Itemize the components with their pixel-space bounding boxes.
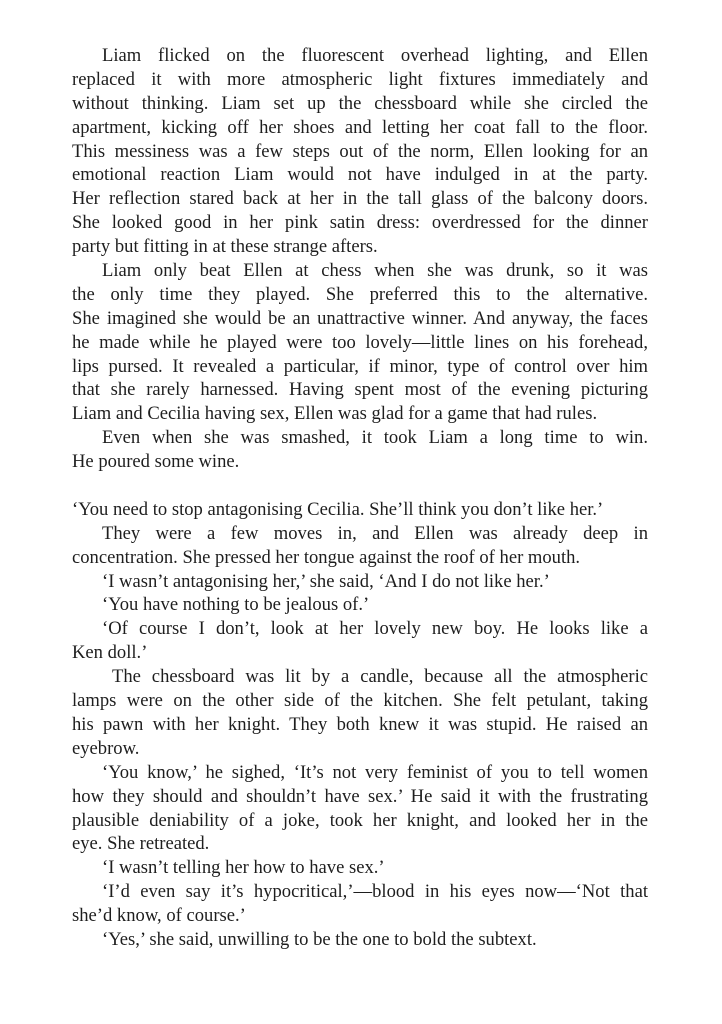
text-line: ‘You need to stop antagonising Cecilia. She’ll think you don’t like her.’: [72, 498, 604, 520]
paragraph-4: [72, 498, 648, 522]
text-line: This messiness was a few steps out of the norm, Ellen looking for an: [72, 140, 648, 162]
text-line: Liam flicked on the fluorescent overhead lighting, and Ellen: [102, 45, 648, 66]
text-line: how they should and shouldn’t have sex.’ He said it with the frustrating: [72, 785, 648, 807]
text-line: eyebrow.: [72, 737, 140, 759]
text-line: lips pursed. It revealed a particular, if minor, type of control over him: [72, 355, 648, 377]
paragraph-2: [72, 259, 648, 426]
paragraph-9: [72, 665, 648, 761]
text-line: concentration. She pressed her tongue against the roof of her mouth.: [72, 546, 581, 568]
text-line: He poured some wine.: [72, 451, 240, 473]
text-line: the only time they played. She preferred this to the alternative.: [72, 283, 648, 305]
text-line: his pawn with her knight. They both knew it was stupid. He raised an: [72, 713, 648, 735]
text-line: lamps were on the other side of the kitchen. She felt petulant, taking: [72, 690, 648, 712]
paragraph-5: [72, 522, 648, 570]
paragraph-1: [72, 44, 648, 259]
text-line: The chessboard was lit by a candle, because all the atmospheric: [112, 666, 648, 688]
text-line: Even when she was smashed, it took Liam a long time to win.: [102, 427, 648, 449]
paragraph-11: [72, 856, 648, 880]
text-line: Ken doll.’: [72, 642, 148, 664]
text-line: party but fitting in at these strange afters.: [72, 236, 378, 258]
paragraph-10: [72, 761, 648, 857]
text-line: They were a few moves in, and Ellen was already deep in: [102, 522, 648, 544]
text-line: emotional reaction Liam would not have indulged in at the party.: [72, 164, 648, 186]
text-line: that she rarely harnessed. Having spent most of the evening picturing: [72, 379, 648, 401]
paragraph-3: [72, 426, 648, 474]
text-line: ‘You know,’ he sighed, ‘It’s not very feminist of you to tell women: [102, 761, 648, 783]
text-line: she’d know, of course.’: [72, 905, 246, 927]
text-line: She looked good in her pink satin dress: overdressed for the dinner: [72, 212, 648, 234]
text-line: ‘I’d even say it’s hypocritical,’—blood in his eyes now—‘Not that: [102, 881, 648, 903]
text-line: replaced it with more atmospheric light fixtures immediately and: [72, 68, 648, 90]
text-line: apartment, kicking off her shoes and letting her coat fall to the floor.: [72, 116, 648, 138]
text-line: She imagined she would be an unattractive winner. And anyway, the faces: [72, 307, 648, 329]
paragraph-6: [72, 570, 648, 594]
text-line: ‘I wasn’t antagonising her,’ she said, ‘And I do not like her.’: [102, 570, 550, 592]
section-break: [72, 474, 648, 498]
text-line: Her reflection stared back at her in the tall glass of the balcony doors.: [72, 188, 648, 210]
text-line: ‘You have nothing to be jealous of.’: [102, 594, 370, 616]
text-line: eye. She retreated.: [72, 833, 210, 855]
paragraph-8: [72, 617, 648, 665]
text-line: plausible deniability of a joke, took her knight, and looked her in the: [72, 809, 648, 831]
paragraph-7: [72, 593, 648, 617]
text-line: ‘Yes,’ she said, unwilling to be the one to bold the subtext.: [102, 928, 537, 950]
text-line: without thinking. Liam set up the chessboard while she circled the: [72, 92, 648, 114]
text-line: ‘Of course I don’t, look at her lovely new boy. He looks like a: [102, 618, 648, 640]
text-line: he made while he played were too lovely—little lines on his forehead,: [72, 331, 648, 353]
paragraph-12: [72, 880, 648, 928]
text-line: Liam and Cecilia having sex, Ellen was glad for a game that had rules.: [72, 403, 598, 425]
text-line: Liam only beat Ellen at chess when she was drunk, so it was: [102, 260, 648, 282]
text-line: ‘I wasn’t telling her how to have sex.’: [102, 857, 385, 879]
paragraph-13: [72, 928, 648, 952]
